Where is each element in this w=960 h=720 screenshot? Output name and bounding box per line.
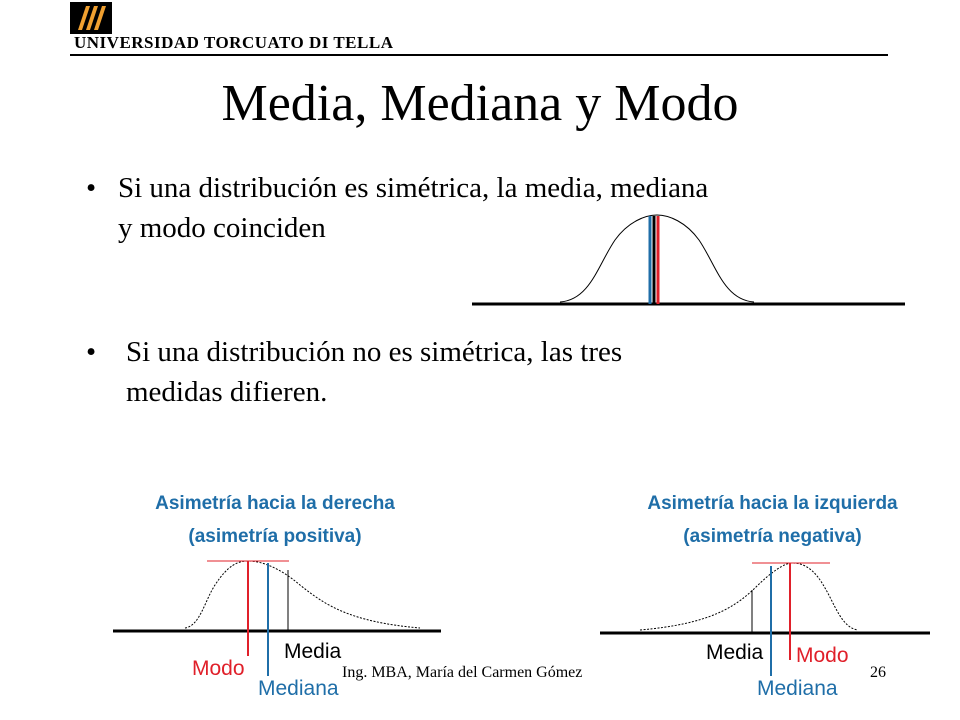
bullet-text-line: Si una distribución no es simétrica, las tres [126,336,623,368]
page-number: 26 [870,664,886,681]
bullet-marker: • [86,172,97,204]
bullet-text-line: Si una distribución es simétrica, la media, mediana [118,172,709,204]
right-skew-caption [110,487,440,553]
mode-label: Modo [796,644,849,667]
bullet-text-line: y modo coinciden [118,212,326,244]
left-skew-caption [600,487,945,553]
caption-line: Asimetría hacia la derecha [155,493,395,514]
left-skew-distribution [600,563,930,676]
footer-author: Ing. MBA, María del Carmen Gómez [342,664,583,681]
slide-title: Media, Mediana y Modo [221,75,739,132]
caption-line: Asimetría hacia la izquierda [647,493,898,514]
caption-line: (asimetría negativa) [683,526,862,547]
bullet-text-line: medidas difieren. [126,376,328,408]
mean-label: Media [284,640,342,663]
skewed-curve [185,561,420,628]
mode-label: Modo [192,657,245,680]
symmetric-distribution [472,215,905,304]
mean-label: Media [706,641,764,664]
bullet-marker: • [86,336,97,368]
right-skew-distribution [113,561,441,676]
university-name: UNIVERSIDAD TORCUATO DI TELLA [74,33,394,52]
median-label: Mediana [258,677,339,700]
caption-line: (asimetría positiva) [188,526,362,547]
median-label: Mediana [757,677,838,700]
skewed-curve [640,563,858,630]
